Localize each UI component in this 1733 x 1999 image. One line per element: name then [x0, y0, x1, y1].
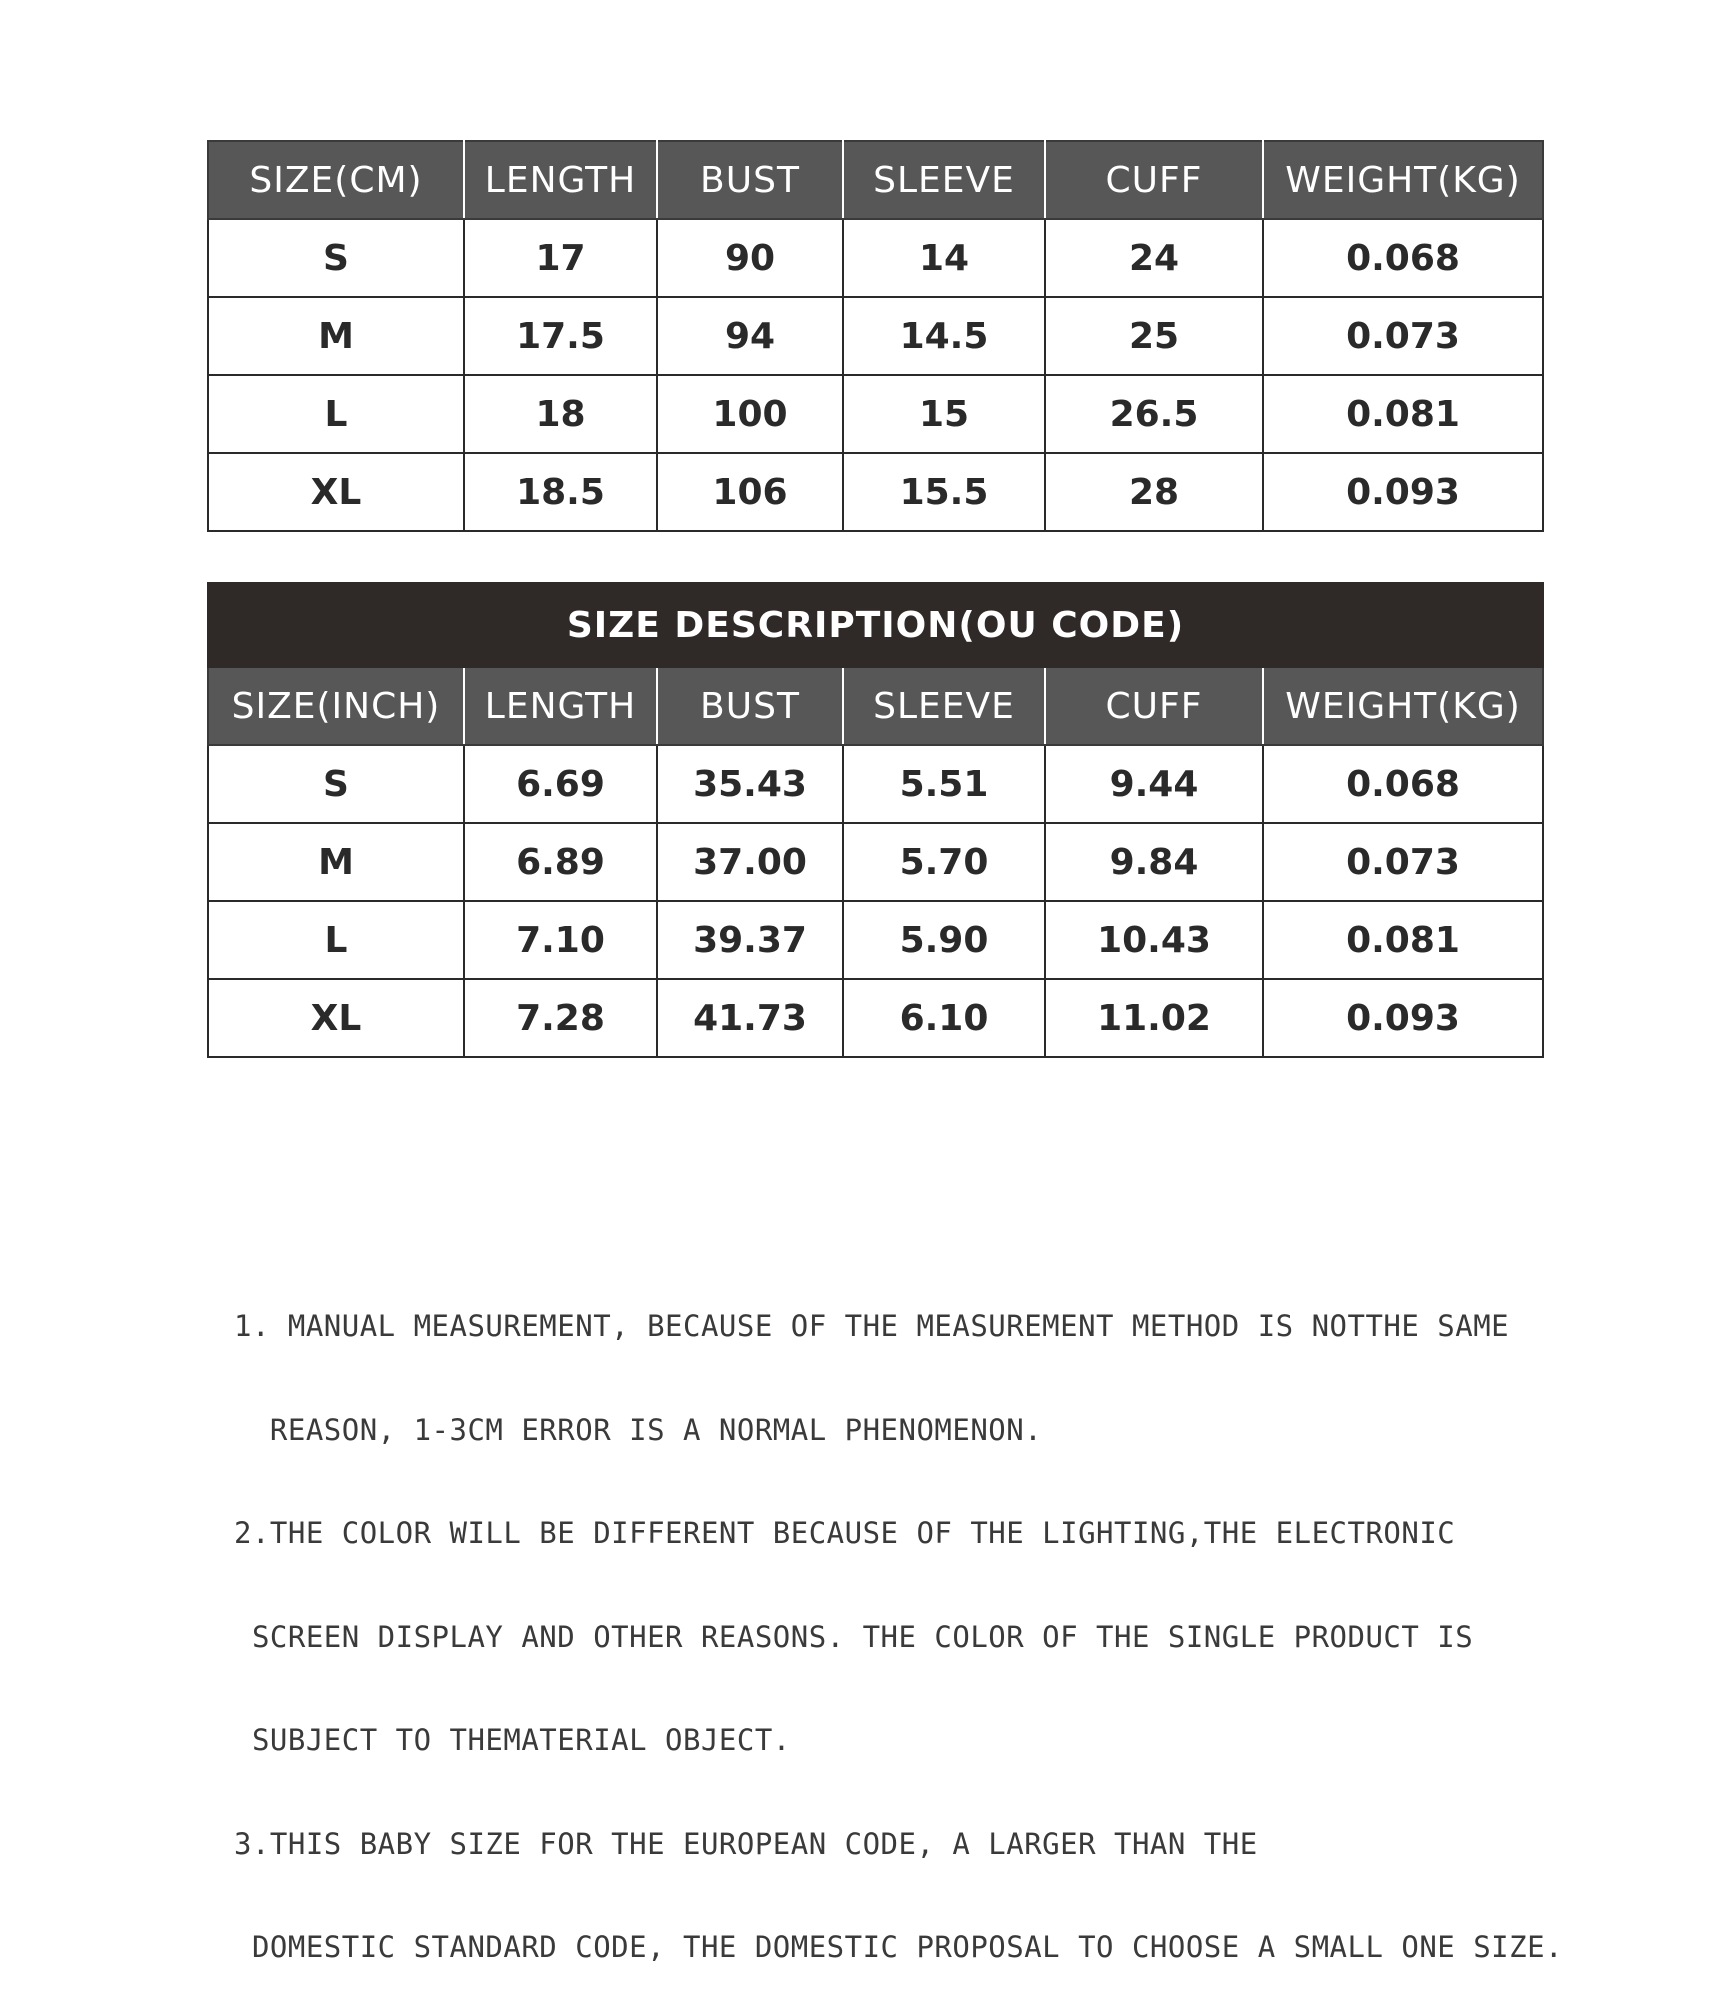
table-header-row [208, 667, 1543, 745]
table-cell: 10.43 [1045, 901, 1263, 979]
note-line: SCREEN DISPLAY AND OTHER REASONS. THE COLOR OF THE SINGLE PRODUCT IS [234, 1619, 1474, 1654]
table-cell: 94 [657, 297, 843, 375]
table-cell: 17.5 [464, 297, 657, 375]
table-cell: 9.44 [1045, 745, 1263, 823]
table-cell: 0.093 [1263, 453, 1543, 531]
column-header-sleeve: SLEEVE [843, 141, 1045, 219]
note-line: SUBJECT TO THEMATERIAL OBJECT. [234, 1723, 791, 1757]
note-line: DOMESTIC STANDARD CODE, THE DOMESTIC PROPOSAL TO CHOOSE A SMALL ONE SIZE. [234, 1930, 1564, 1964]
table-cell: 18.5 [464, 453, 657, 531]
column-header-cuff: CUFF [1045, 141, 1263, 219]
size-table-inch [207, 582, 1544, 1058]
table-cell: 6.69 [464, 745, 657, 823]
column-header-size: SIZE(INCH) [208, 667, 464, 745]
table-cell: 26.5 [1045, 375, 1263, 453]
table-row [208, 979, 1543, 1057]
column-header-weight: WEIGHT(KG) [1263, 667, 1543, 745]
table-cell: 17 [464, 219, 657, 297]
table-cell: XL [208, 453, 464, 531]
note-line: 2.THE COLOR WILL BE DIFFERENT BECAUSE OF THE LIGHTING,THE ELECTRONIC [234, 1516, 1456, 1550]
table-row [208, 219, 1543, 297]
table-title-row [208, 583, 1543, 667]
table-cell: 90 [657, 219, 843, 297]
column-header-length: LENGTH [464, 141, 657, 219]
table-cell: 0.068 [1263, 745, 1543, 823]
table-cell: 18 [464, 375, 657, 453]
table-cell: 106 [657, 453, 843, 531]
table-cell: 28 [1045, 453, 1263, 531]
note-line: REASON, 1-3CM ERROR IS A NORMAL PHENOMENON. [234, 1412, 1043, 1447]
table-cell: S [208, 745, 464, 823]
table-cell: 15 [843, 375, 1045, 453]
note-line: 3.THIS BABY SIZE FOR THE EUROPEAN CODE, A LARGER THAN THE [234, 1826, 1258, 1861]
table-row [208, 297, 1543, 375]
table-cell: 5.51 [843, 745, 1045, 823]
table-row [208, 745, 1543, 823]
table-cell: 37.00 [657, 823, 843, 901]
column-header-bust: BUST [657, 141, 843, 219]
table-cell: 39.37 [657, 901, 843, 979]
table-row [208, 901, 1543, 979]
table-title: SIZE DESCRIPTION(OU CODE) [208, 583, 1543, 667]
table-cell: L [208, 901, 464, 979]
table-cell: 24 [1045, 219, 1263, 297]
table-cell: 0.093 [1263, 979, 1543, 1057]
table-cell: 6.89 [464, 823, 657, 901]
table-cell: 15.5 [843, 453, 1045, 531]
table-cell: M [208, 297, 464, 375]
table-cell: 11.02 [1045, 979, 1263, 1057]
table-cell: 35.43 [657, 745, 843, 823]
size-table-cm [207, 140, 1544, 532]
table-cell: S [208, 219, 464, 297]
table-cell: 0.081 [1263, 901, 1543, 979]
column-header-weight: WEIGHT(KG) [1263, 141, 1543, 219]
column-header-bust: BUST [657, 667, 843, 745]
size-notes [234, 1240, 1634, 1999]
column-header-size: SIZE(CM) [208, 141, 464, 219]
table-cell: 41.73 [657, 979, 843, 1057]
table-row [208, 823, 1543, 901]
note-line: 1. MANUAL MEASUREMENT, BECAUSE OF THE MEASUREMENT METHOD IS NOTTHE SAME [234, 1309, 1510, 1343]
table-row [208, 375, 1543, 453]
table-cell: 100 [657, 375, 843, 453]
column-header-sleeve: SLEEVE [843, 667, 1045, 745]
table-cell: M [208, 823, 464, 901]
table-cell: 5.90 [843, 901, 1045, 979]
table-cell: 7.28 [464, 979, 657, 1057]
table-cell: 14.5 [843, 297, 1045, 375]
table-cell: 0.068 [1263, 219, 1543, 297]
table-cell: XL [208, 979, 464, 1057]
table-cell: 9.84 [1045, 823, 1263, 901]
table-cell: 6.10 [843, 979, 1045, 1057]
table-cell: 5.70 [843, 823, 1045, 901]
column-header-cuff: CUFF [1045, 667, 1263, 745]
table-row [208, 453, 1543, 531]
table-cell: 0.073 [1263, 297, 1543, 375]
table-header-row [208, 141, 1543, 219]
table-cell: 0.081 [1263, 375, 1543, 453]
table-cell: 14 [843, 219, 1045, 297]
column-header-length: LENGTH [464, 667, 657, 745]
table-cell: 7.10 [464, 901, 657, 979]
table-cell: 25 [1045, 297, 1263, 375]
table-cell: L [208, 375, 464, 453]
table-cell: 0.073 [1263, 823, 1543, 901]
